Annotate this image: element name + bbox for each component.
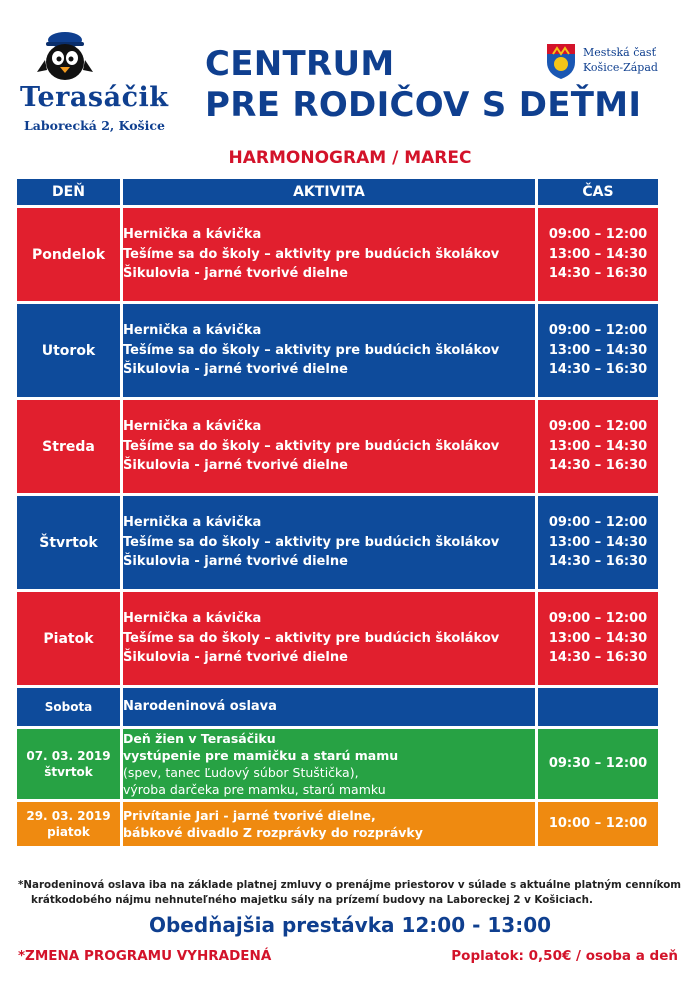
- time-line: 09:00 – 12:00: [548, 419, 648, 435]
- day-cell: Sobota: [17, 688, 120, 726]
- activity-cell: [123, 400, 535, 493]
- district-name: [583, 45, 658, 75]
- page-header: [0, 0, 700, 168]
- date-cell: [17, 802, 120, 846]
- title-line-1: CENTRUM: [205, 44, 395, 84]
- table-header-row: [17, 179, 658, 205]
- activity-cell: [123, 592, 535, 685]
- activity-cell: [123, 496, 535, 589]
- time-cell: 10:00 – 12:00: [538, 802, 658, 846]
- schedule-subtitle: HARMONOGRAM / MAREC: [228, 148, 472, 168]
- time-cell: [538, 592, 658, 685]
- day-cell: Streda: [17, 400, 120, 493]
- time-cell: [538, 208, 658, 301]
- activity-line: Hernička a kávička: [123, 323, 262, 339]
- lunch-break: Obedňajšia prestávka 12:00 - 13:00: [148, 913, 552, 937]
- header-activity: AKTIVITA: [123, 179, 535, 205]
- time-line: 13:00 – 14:30: [548, 630, 648, 646]
- activity-cell: [123, 304, 535, 397]
- event-weekday: piatok: [47, 825, 90, 839]
- footnote-line-1: *Narodeninová oslava iba na základe platnej zmluvy o prenájme priestorov v súlade s aktuálne platným cenníkom: [18, 879, 682, 891]
- activity-line: Privítanie Jari - jarné tvorivé dielne,: [123, 808, 376, 823]
- table-row-monday: [17, 208, 658, 301]
- time-line: 09:00 – 12:00: [548, 323, 648, 339]
- district-line-2: Košice-Západ: [583, 61, 658, 74]
- district-logo: [545, 42, 695, 82]
- activity-line: Tešíme sa do školy – aktivity pre budúcich školákov: [123, 246, 500, 262]
- header-day: DEŇ: [17, 179, 120, 205]
- terasacik-logo: [15, 30, 169, 133]
- time-cell: [538, 688, 658, 726]
- time-line: 14:30 – 16:30: [548, 266, 648, 282]
- day-cell: Piatok: [17, 592, 120, 685]
- time-cell: [538, 304, 658, 397]
- table-row-wednesday: [17, 400, 658, 493]
- time-line: 13:00 – 14:30: [548, 534, 648, 550]
- activity-line: bábkové divadlo Z rozprávky do rozprávky: [123, 825, 423, 840]
- day-cell: Utorok: [17, 304, 120, 397]
- day-cell: Pondelok: [17, 208, 120, 301]
- activity-line: (spev, tanec Ľudový súbor Stuštička),: [123, 765, 359, 780]
- day-cell: Štvrtok: [17, 496, 120, 589]
- table-row-friday: [17, 592, 658, 685]
- activity-line: Tešíme sa do školy – aktivity pre budúcich školákov: [123, 438, 500, 454]
- activity-line: Hernička a kávička: [123, 515, 262, 531]
- event-date: 29. 03. 2019: [26, 809, 111, 823]
- table-row-special-womens-day: [17, 729, 658, 799]
- activity-line: Šikulovia - jarné tvorivé dielne: [123, 458, 348, 474]
- table-row-thursday: [17, 496, 658, 589]
- footnote-line-2: krátkodobého nájmu nehnuteľného majetku sály na prízemí budovy na Laboreckej 2 v Košiciach.: [31, 894, 593, 906]
- activity-line: Deň žien v Terasáčiku: [123, 731, 276, 746]
- activity-cell: [123, 208, 535, 301]
- activity-cell: [123, 802, 535, 846]
- activity-line: vystúpenie pre mamičku a starú mamu: [123, 748, 399, 763]
- table-row-tuesday: [17, 304, 658, 397]
- activity-line: Tešíme sa do školy – aktivity pre budúcich školákov: [123, 342, 500, 358]
- time-line: 09:00 – 12:00: [548, 227, 648, 243]
- activity-cell: [123, 729, 535, 799]
- event-date: 07. 03. 2019: [26, 749, 111, 763]
- time-line: 13:00 – 14:30: [548, 342, 648, 358]
- activity-line: Tešíme sa do školy – aktivity pre budúcich školákov: [123, 630, 500, 646]
- coat-of-arms-icon: [545, 42, 577, 80]
- time-line: 13:00 – 14:30: [548, 438, 648, 454]
- time-cell: 09:30 – 12:00: [538, 729, 658, 799]
- activity-line: Hernička a kávička: [123, 227, 262, 243]
- logo-address: Laborecká 2, Košice: [24, 118, 165, 133]
- footnote: [18, 878, 688, 908]
- activity-line: výroba darčeka pre mamku, starú mamku: [123, 782, 386, 797]
- fee-notice: Poplatok: 0,50€ / osoba a deň: [451, 948, 678, 964]
- activity-line: Tešíme sa do školy – aktivity pre budúcich školákov: [123, 534, 500, 550]
- activity-line: Šikulovia - jarné tvorivé dielne: [123, 266, 348, 282]
- activity-line: Šikulovia - jarné tvorivé dielne: [123, 362, 348, 378]
- activity-line: Hernička a kávička: [123, 419, 262, 435]
- event-weekday: štvrtok: [44, 765, 93, 779]
- time-line: 09:00 – 12:00: [548, 611, 648, 627]
- activity-line: Šikulovia - jarné tvorivé dielne: [123, 650, 348, 666]
- activity-cell: Narodeninová oslava: [123, 688, 535, 726]
- time-line: 09:00 – 12:00: [548, 515, 648, 531]
- date-cell: [17, 729, 120, 799]
- program-change-notice: *ZMENA PROGRAMU VYHRADENÁ: [18, 948, 272, 964]
- logo-name: Terasáčik: [20, 82, 169, 113]
- district-line-1: Mestská časť: [583, 46, 656, 59]
- time-cell: [538, 496, 658, 589]
- time-line: 14:30 – 16:30: [548, 650, 648, 666]
- schedule-table: [14, 176, 661, 849]
- activity-line: Šikulovia - jarné tvorivé dielne: [123, 554, 348, 570]
- time-line: 14:30 – 16:30: [548, 362, 648, 378]
- time-cell: [538, 400, 658, 493]
- table-row-saturday: [17, 688, 658, 726]
- activity-line: Hernička a kávička: [123, 611, 262, 627]
- time-line: 14:30 – 16:30: [548, 554, 648, 570]
- time-line: 14:30 – 16:30: [548, 458, 648, 474]
- header-time: ČAS: [538, 179, 658, 205]
- table-row-special-spring: [17, 802, 658, 846]
- title-line-2: PRE RODIČOV S DEŤMI: [205, 85, 642, 125]
- time-line: 13:00 – 14:30: [548, 246, 648, 262]
